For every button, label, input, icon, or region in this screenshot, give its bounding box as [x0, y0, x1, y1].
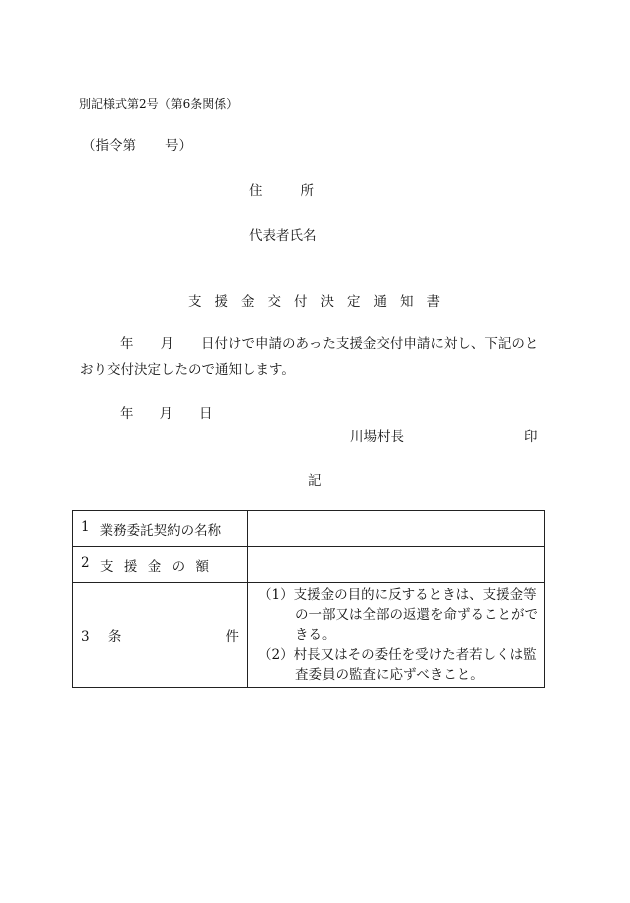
row-number: 1	[81, 518, 90, 535]
label-char: 額	[195, 558, 209, 575]
label-char: 件	[225, 629, 239, 645]
date-day: 日	[199, 406, 213, 422]
issuer-name: 川場村長	[350, 429, 404, 445]
condition-item: （1）支援金の目的に反するときは、支援金等の一部又は全部の返還を命ずることができる。	[258, 587, 538, 643]
row-label-text: 業務委託契約の名称	[99, 522, 222, 539]
address-char-2: 所	[300, 183, 314, 199]
terms-table	[72, 510, 545, 688]
date-year: 年	[120, 406, 134, 422]
order-number	[82, 134, 192, 154]
order-number-close: 号）	[165, 138, 192, 154]
row-number: 2	[81, 554, 90, 571]
condition-item: （2）村長又はその委任を受けた者若しくは監査委員の監査に応ずべきこと。	[258, 647, 537, 683]
label-char: 条	[107, 629, 122, 645]
order-number-open: （指令第	[82, 138, 136, 154]
body-paragraph: 年 月 日付けで申請のあった支援金交付申請に対し、下記のとおり交付決定したので通知します。	[80, 336, 539, 378]
label-char: 援	[123, 558, 138, 575]
table-row	[73, 511, 545, 547]
representative-name-label: 代表者氏名	[249, 228, 317, 244]
row-number: 3	[81, 629, 90, 645]
label-char: 金	[147, 558, 162, 575]
ki-heading: 記	[308, 473, 322, 489]
seal-mark: 印	[524, 429, 538, 445]
amount-value	[248, 547, 545, 583]
date-line	[120, 402, 213, 422]
form-number-label: 別記様式第2号（第6条関係）	[79, 97, 239, 111]
row-label	[73, 511, 248, 547]
table-row	[73, 547, 545, 583]
conditions-cell	[248, 583, 545, 688]
table-row	[73, 583, 545, 688]
document-title: 支援金交付決定通知書	[188, 294, 453, 310]
row-label	[73, 547, 248, 583]
date-month: 月	[159, 406, 173, 422]
address-label	[249, 179, 314, 199]
label-char: 支	[99, 558, 114, 575]
row-label	[73, 583, 248, 688]
address-char-1: 住	[249, 183, 263, 199]
label-char: の	[171, 558, 186, 575]
contract-name-value	[248, 511, 545, 547]
